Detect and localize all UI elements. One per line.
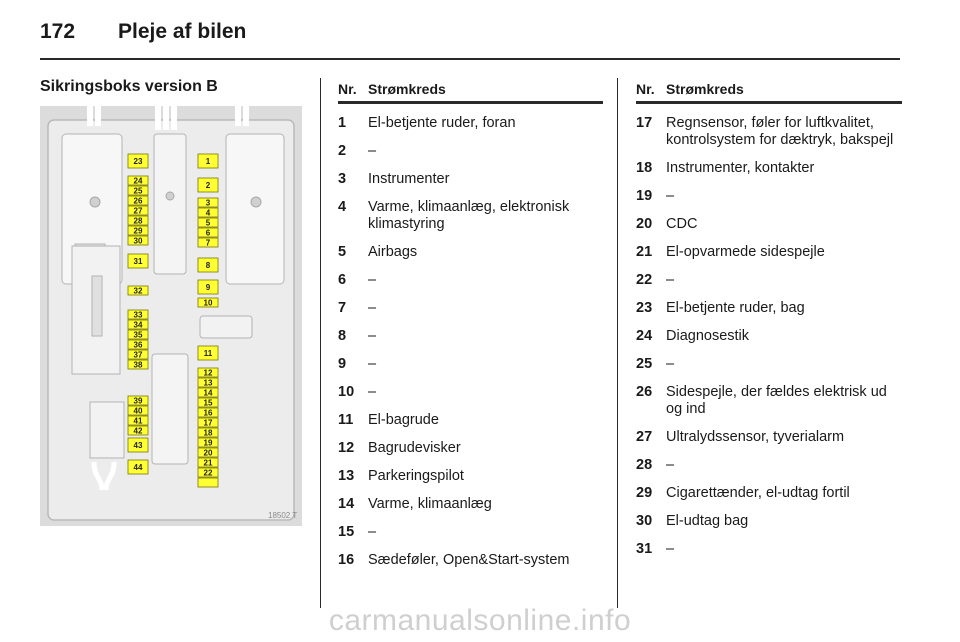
fuse-number: 28: [636, 457, 653, 473]
circuit-description: El-udtag bag: [666, 513, 749, 529]
fuse-number: 16: [338, 552, 355, 568]
fuse-number: 12: [338, 440, 355, 456]
fuse-number: 31: [636, 541, 653, 557]
circuit-description: Instrumenter, kontakter: [666, 160, 815, 176]
table-row: [338, 300, 603, 317]
fuse-label: 23: [133, 157, 143, 166]
fuse-label: 16: [203, 408, 213, 418]
fuse-number: 15: [338, 524, 355, 540]
fuse-number: 6: [338, 272, 347, 288]
table-row: [338, 468, 603, 485]
fuse-label: 22: [203, 468, 213, 478]
circuit-description: El-opvarmede sidespejle: [666, 244, 825, 260]
table-row: [338, 384, 603, 401]
fuse-number: 30: [636, 513, 653, 529]
circuit-description: –: [368, 524, 377, 540]
table-row: [636, 513, 902, 530]
table-row: [338, 496, 603, 513]
table-row: [338, 328, 603, 345]
fuse-table-col2: [636, 81, 902, 558]
circuit-description: –: [368, 384, 377, 400]
table-row: [636, 328, 902, 345]
page-number: 172: [40, 20, 76, 43]
fuse-label: 5: [205, 218, 211, 228]
table-header: [338, 81, 603, 104]
fuse-number: 25: [636, 356, 653, 372]
circuit-description: –: [666, 272, 675, 288]
circuit-description: –: [368, 300, 377, 316]
fuse-number: 18: [636, 160, 653, 176]
column-divider-2: [617, 78, 618, 608]
fuse-number: 7: [338, 300, 347, 316]
fuse-number: 8: [338, 328, 347, 344]
table-row: [338, 143, 603, 160]
fuse-label: 26: [133, 196, 143, 206]
circuit-description: Regnsensor, føler for luftkvalitet, kontrolsystem for dæktryk, bakspejl: [666, 115, 894, 148]
fuse-number: 26: [636, 384, 653, 400]
fuse-label: 32: [133, 286, 143, 296]
table-row: [636, 541, 902, 558]
table-row: [338, 115, 603, 132]
fuse-label: 44: [133, 463, 143, 472]
circuit-description: Varme, klimaanlæg: [368, 496, 492, 512]
figure-code: 18502 T: [268, 511, 298, 520]
fuse-label: 15: [203, 398, 213, 408]
section-title: Sikringsboks version B: [40, 78, 218, 95]
fuse-number: 13: [338, 468, 355, 484]
table-row: [338, 356, 603, 373]
fuse-label: 2: [205, 181, 211, 190]
fuse-label: 7: [205, 238, 211, 248]
header-circuit: Strømkreds: [368, 81, 446, 97]
table-row: [636, 216, 902, 233]
fuse-number: 27: [636, 429, 653, 445]
header-nr: Nr.: [338, 81, 357, 97]
circuit-description: Ultralydssensor, tyverialarm: [666, 429, 845, 445]
circuit-description: CDC: [666, 216, 698, 232]
circuit-description: Varme, klimaanlæg, elektronisk klimastyring: [368, 199, 570, 232]
fuse-number: 29: [636, 485, 653, 501]
table-row: [636, 485, 902, 502]
fuse-box-diagram: [40, 106, 302, 526]
fuse-label: 21: [203, 458, 213, 468]
fuse-label: 30: [133, 236, 143, 246]
fuse-table-col1: [338, 81, 603, 569]
fuse-number: 20: [636, 216, 653, 232]
fuse-label: 35: [133, 330, 143, 340]
fuse-label: 40: [133, 406, 143, 416]
fuse-number: 22: [636, 272, 653, 288]
circuit-description: –: [666, 356, 675, 372]
circuit-description: Sædeføler, Open&Start-system: [368, 552, 570, 568]
column-divider-1: [320, 78, 321, 608]
table-row: [636, 272, 902, 289]
table-row: [338, 272, 603, 289]
fuse-label: 36: [133, 340, 143, 350]
fuse-label: 43: [133, 441, 143, 450]
fuse-label: 3: [205, 198, 211, 208]
table-row: [636, 160, 902, 177]
fuse-label: 29: [133, 226, 143, 236]
page-title: Pleje af bilen: [118, 20, 247, 43]
header-nr: Nr.: [636, 81, 655, 97]
fuse-label: 18: [203, 428, 213, 438]
fuse-label: 28: [133, 216, 143, 226]
circuit-description: –: [666, 457, 675, 473]
fuse-label: 24: [133, 176, 143, 186]
circuit-description: –: [368, 328, 377, 344]
fuse-label: 19: [203, 438, 213, 448]
circuit-description: –: [666, 541, 675, 557]
table-row: [338, 171, 603, 188]
header-circuit: Strømkreds: [666, 81, 744, 97]
circuit-description: El-bagrude: [368, 412, 439, 428]
table-row: [338, 199, 603, 233]
fuse-label: 12: [203, 368, 213, 378]
circuit-description: El-betjente ruder, bag: [666, 300, 805, 316]
fuse-label: 20: [203, 448, 213, 458]
fuse-label: 4: [205, 208, 211, 218]
fuse-label: 6: [205, 228, 211, 238]
table-row: [636, 300, 902, 317]
fuse-label: 37: [133, 350, 143, 360]
table-row: [636, 244, 902, 261]
circuit-description: –: [368, 356, 377, 372]
circuit-description: Instrumenter: [368, 171, 450, 187]
table-row: [338, 552, 603, 569]
table-row: [338, 412, 603, 429]
rows-col1: [338, 115, 603, 569]
fuse-number: 17: [636, 115, 653, 131]
circuit-description: El-betjente ruder, foran: [368, 115, 516, 131]
fuse-number: 2: [338, 143, 347, 159]
fuse-number: 21: [636, 244, 653, 260]
fuse-number: 24: [636, 328, 653, 344]
circuit-description: Cigarettænder, el-udtag fortil: [666, 485, 850, 501]
fuse-label: 41: [133, 416, 143, 426]
fuse-number: 23: [636, 300, 653, 316]
fuse-label: 8: [205, 261, 211, 270]
header-rule: [40, 58, 900, 60]
circuit-description: –: [368, 272, 377, 288]
table-row: [636, 384, 902, 418]
table-row: [338, 440, 603, 457]
fuse-label: 1: [205, 157, 211, 166]
circuit-description: –: [368, 143, 377, 159]
fuse-label: 31: [133, 257, 143, 266]
fuse-label: 17: [203, 418, 213, 428]
table-row: [636, 457, 902, 474]
fuse-number: 11: [338, 412, 354, 428]
rows-col2: [636, 115, 902, 558]
fuse-label: 27: [133, 206, 143, 216]
circuit-description: Diagnosestik: [666, 328, 750, 344]
fuse-number: 9: [338, 356, 347, 372]
fuse-number: 10: [338, 384, 355, 400]
table-row: [636, 356, 902, 373]
circuit-description: –: [666, 188, 675, 204]
fuse-label: 38: [133, 360, 143, 370]
table-header: [636, 81, 902, 104]
fuse-number: 5: [338, 244, 347, 260]
fuse-label: 11: [203, 349, 213, 358]
fuse-label: 34: [133, 320, 143, 330]
circuit-description: Parkeringspilot: [368, 468, 464, 484]
fuse-number: 19: [636, 188, 653, 204]
fuse-label: 14: [203, 388, 213, 398]
fuse-label: 39: [133, 396, 143, 406]
table-row: [636, 188, 902, 205]
fuse-number: 14: [338, 496, 355, 512]
fuse-label: 42: [133, 426, 143, 436]
fuse-label: 9: [205, 283, 211, 292]
fuse-label: 33: [133, 310, 143, 320]
table-row: [338, 244, 603, 261]
table-row: [338, 524, 603, 541]
fuse-label: 13: [203, 378, 213, 388]
table-row: [636, 429, 902, 446]
fuse-number: 3: [338, 171, 347, 187]
fuse-number: 1: [338, 115, 347, 131]
watermark: carmanualsonline.info: [328, 604, 632, 637]
fuse-label: 25: [133, 186, 143, 196]
circuit-description: Sidespejle, der fældes elektrisk ud og ind: [666, 384, 887, 417]
fuse-number: 4: [338, 199, 347, 215]
fuse-label: 10: [203, 298, 213, 308]
table-row: [636, 115, 902, 149]
circuit-description: Bagrudevisker: [368, 440, 461, 456]
circuit-description: Airbags: [368, 244, 418, 260]
